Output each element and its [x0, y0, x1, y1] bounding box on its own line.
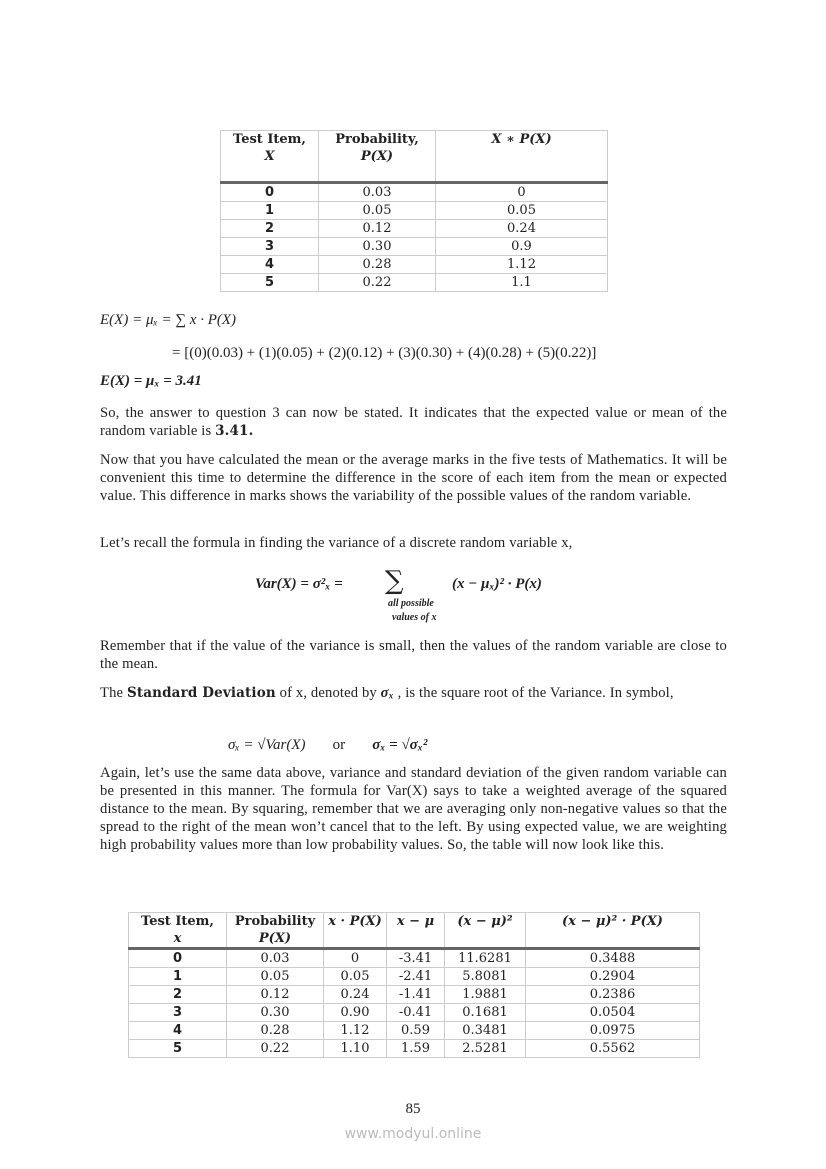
or-text: or: [332, 737, 346, 753]
column-header-line: Probability,: [335, 132, 419, 147]
column-header: [227, 913, 324, 949]
column-header-line: x · P(X): [328, 914, 382, 929]
value-cell: 0.3488: [526, 949, 700, 968]
test-item-cell: 5: [129, 1040, 227, 1058]
test-item-cell: 3: [221, 238, 319, 256]
value-cell: 0.3481: [445, 1022, 526, 1040]
value-cell: 0.24: [436, 220, 608, 238]
paragraph-variance-note: Remember that if the value of the variance is small, then the values of the random variable are close to the mean.: [100, 638, 727, 672]
column-header: [221, 131, 319, 183]
value-cell: 0.05: [319, 202, 436, 220]
column-header: [129, 913, 227, 949]
variance-table: [128, 912, 700, 1058]
value-cell: 0.1681: [445, 1004, 526, 1022]
value-cell: 0.0975: [526, 1022, 700, 1040]
text: The: [100, 685, 127, 701]
expected-value-result: E(X) = μₓ = 3.41: [100, 373, 202, 389]
value-cell: 0.2386: [526, 986, 700, 1004]
test-item-cell: 4: [221, 256, 319, 274]
expected-value-formula: E(X) = μₓ = ∑ x · P(X): [100, 312, 237, 328]
column-header: [387, 913, 445, 949]
variance-lhs: Var(X) = σ²ₓ =: [255, 576, 343, 592]
variance-table-container: [128, 912, 700, 1058]
table-row: [129, 986, 700, 1004]
variance-formula: [255, 566, 585, 630]
value-cell: 1.12: [324, 1022, 387, 1040]
table-header-row: [129, 913, 700, 949]
table-row: [221, 238, 608, 256]
value-cell: 1.10: [324, 1040, 387, 1058]
column-header-line: Test Item,: [233, 132, 306, 147]
table-row: [129, 1040, 700, 1058]
stddev-formula-2: σₓ = √σₓ²: [372, 737, 428, 753]
stddev-formula: [228, 734, 427, 754]
column-header-line: x − μ: [396, 914, 435, 929]
text: of x, denoted by: [275, 685, 381, 701]
table-row: [129, 1022, 700, 1040]
expected-value-expansion: = [(0)(0.03) + (1)(0.05) + (2)(0.12) + (3)(0.30) + (4)(0.28) + (5)(0.22)]: [172, 345, 597, 361]
value-cell: 0.59: [387, 1022, 445, 1040]
table-row: [221, 274, 608, 292]
value-cell: 0.30: [227, 1004, 324, 1022]
value-cell: 0: [436, 183, 608, 202]
stddev-formula-1: σₓ = √Var(X): [228, 737, 306, 753]
table-row: [221, 220, 608, 238]
value-cell: 0.12: [227, 986, 324, 1004]
value-cell: 0.28: [227, 1022, 324, 1040]
table-row: [129, 968, 700, 986]
table-row: [129, 949, 700, 968]
paragraph-answer: [100, 404, 727, 440]
value-cell: 1.12: [436, 256, 608, 274]
expected-value-table: [220, 130, 608, 292]
column-header-line: X: [264, 149, 275, 164]
text: , is the square root of the Variance. In symbol,: [393, 685, 674, 701]
value-cell: 0.24: [324, 986, 387, 1004]
column-header-line: (x − μ)²: [457, 914, 513, 929]
column-header-line: (x − μ)² · P(X): [562, 914, 663, 929]
test-item-cell: 0: [129, 949, 227, 968]
value-cell: 0.2904: [526, 968, 700, 986]
value-cell: 0.03: [319, 183, 436, 202]
sum-subscript-2: values of x: [392, 612, 437, 623]
value-cell: 0.22: [319, 274, 436, 292]
column-header: [445, 913, 526, 949]
value-cell: 2.5281: [445, 1040, 526, 1058]
value-cell: 0.9: [436, 238, 608, 256]
watermark: www.modyul.online: [344, 1126, 482, 1142]
column-header-line: Test Item,: [141, 914, 214, 929]
sigma-symbol: σₓ: [380, 685, 394, 701]
test-item-cell: 5: [221, 274, 319, 292]
value-cell: -0.41: [387, 1004, 445, 1022]
table-row: [221, 256, 608, 274]
sum-subscript-1: all possible: [388, 598, 434, 609]
column-header: [436, 131, 608, 183]
value-cell: -1.41: [387, 986, 445, 1004]
table-header-row: [221, 131, 608, 183]
value-cell: 0.5562: [526, 1040, 700, 1058]
column-header: [324, 913, 387, 949]
expected-value-table-container: [220, 130, 608, 292]
value-cell: 0.05: [436, 202, 608, 220]
column-header-line: X ∗ P(X): [491, 132, 552, 147]
value-cell: 1.59: [387, 1040, 445, 1058]
value-cell: 0: [324, 949, 387, 968]
paragraph-recall: Let’s recall the formula in finding the variance of a discrete random variable x,: [100, 535, 573, 551]
table-row: [221, 202, 608, 220]
table-row: [221, 183, 608, 202]
page-number: 85: [405, 1101, 421, 1117]
variance-rhs: (x − μₓ)² · P(x): [452, 576, 542, 592]
value-cell: 5.8081: [445, 968, 526, 986]
column-header-line: Probability: [234, 914, 316, 929]
test-item-cell: 0: [221, 183, 319, 202]
value-cell: 11.6281: [445, 949, 526, 968]
value-cell: 1.9881: [445, 986, 526, 1004]
sum-symbol: ∑: [385, 566, 404, 596]
test-item-cell: 3: [129, 1004, 227, 1022]
table-row: [129, 1004, 700, 1022]
value-cell: 0.12: [319, 220, 436, 238]
value-cell: 0.30: [319, 238, 436, 256]
test-item-cell: 4: [129, 1022, 227, 1040]
value-cell: 0.05: [227, 968, 324, 986]
value-cell: 0.0504: [526, 1004, 700, 1022]
column-header-line: x: [173, 931, 182, 946]
answer-value: 3.41.: [215, 423, 254, 439]
value-cell: 0.22: [227, 1040, 324, 1058]
value-cell: -2.41: [387, 968, 445, 986]
column-header-line: P(X): [258, 931, 292, 946]
paragraph-table-intro: Again, let’s use the same data above, variance and standard deviation of the given random variable can be presented in this manner. The formula for Var(X) says to take a weighted average of the squared distance to the mean. By squaring, remember that we are averaging only non-negative values so that the spread to the right of the mean won’t cancel that to the left. By using expected value, we are weighting high probability values more than low probability values. So, the table will now look like this.: [100, 765, 727, 853]
paragraph-standard-deviation: [100, 684, 727, 702]
value-cell: 0.90: [324, 1004, 387, 1022]
value-cell: 1.1: [436, 274, 608, 292]
value-cell: 0.28: [319, 256, 436, 274]
value-cell: -3.41: [387, 949, 445, 968]
term-standard-deviation: Standard Deviation: [126, 685, 276, 701]
column-header: [319, 131, 436, 183]
test-item-cell: 1: [129, 968, 227, 986]
test-item-cell: 2: [129, 986, 227, 1004]
value-cell: 0.03: [227, 949, 324, 968]
column-header: [526, 913, 700, 949]
paragraph-variability: Now that you have calculated the mean or the average marks in the five tests of Mathematics. It will be convenient this time to determine the difference in the score of each item from the mean or expected value. This difference in marks shows the variability of the possible values of the random variable.: [100, 452, 727, 504]
paragraph-text: So, the answer to question 3 can now be stated. It indicates that the expected value or mean of the random variable is: [100, 405, 727, 439]
column-header-line: P(X): [360, 149, 394, 164]
test-item-cell: 2: [221, 220, 319, 238]
test-item-cell: 1: [221, 202, 319, 220]
value-cell: 0.05: [324, 968, 387, 986]
